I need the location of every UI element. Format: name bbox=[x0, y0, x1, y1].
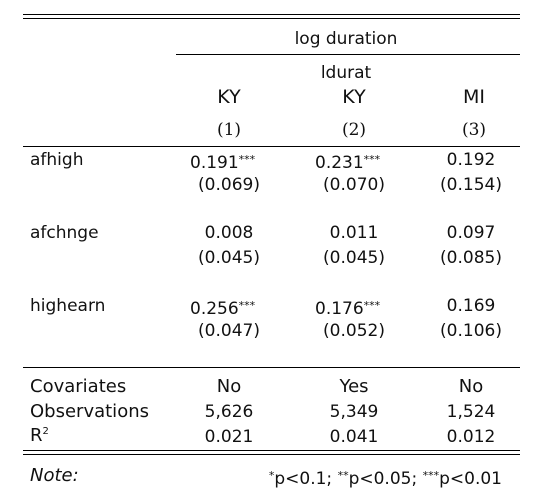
se-cell: (0.045) bbox=[323, 248, 385, 268]
coef-cell: 0.231*** bbox=[315, 153, 381, 173]
coef-cell: 0.011 bbox=[329, 223, 379, 243]
stat-cell: Yes bbox=[339, 376, 369, 397]
stat-cell: 0.041 bbox=[329, 427, 379, 447]
stat-label-observations: Observations bbox=[30, 401, 149, 422]
stat-cell: 5,626 bbox=[204, 402, 254, 422]
bottom-rule-1 bbox=[23, 450, 520, 451]
coef-cell: 0.008 bbox=[204, 223, 254, 243]
coef-cell: 0.097 bbox=[446, 223, 496, 243]
coef-cell: 0.176*** bbox=[315, 299, 381, 319]
column-state-1: KY bbox=[217, 86, 241, 108]
body-bottom-rule bbox=[23, 367, 520, 368]
significance-note: *p<0.1; **p<0.05; ***p<0.01 bbox=[268, 469, 502, 489]
variable-name: ldurat bbox=[320, 63, 372, 83]
dependent-variable-label: log duration bbox=[294, 29, 398, 49]
header-bottom-rule bbox=[23, 146, 520, 147]
se-cell: (0.047) bbox=[198, 321, 260, 341]
bottom-rule-2 bbox=[23, 454, 520, 455]
top-rule-2 bbox=[23, 18, 520, 19]
column-state-3: MI bbox=[463, 86, 485, 108]
stat-cell: 0.012 bbox=[446, 427, 496, 447]
stat-cell: 5,349 bbox=[329, 402, 379, 422]
column-number-1: (1) bbox=[216, 120, 242, 140]
coef-cell: 0.169 bbox=[446, 296, 496, 316]
se-cell: (0.045) bbox=[198, 248, 260, 268]
stat-cell: 1,524 bbox=[446, 402, 496, 422]
se-cell: (0.052) bbox=[323, 321, 385, 341]
note-label: Note: bbox=[30, 465, 79, 486]
header-underline bbox=[176, 54, 520, 55]
row-label-afhigh: afhigh bbox=[30, 150, 84, 170]
column-number-3: (3) bbox=[461, 120, 487, 140]
row-label-afchnge: afchnge bbox=[30, 223, 99, 243]
coef-cell: 0.192 bbox=[446, 150, 496, 170]
stat-cell: 0.021 bbox=[204, 427, 254, 447]
column-number-2: (2) bbox=[341, 120, 367, 140]
row-label-highearn: highearn bbox=[30, 296, 106, 316]
coef-cell: 0.256*** bbox=[190, 299, 256, 319]
se-cell: (0.069) bbox=[198, 175, 260, 195]
se-cell: (0.154) bbox=[440, 175, 502, 195]
coef-cell: 0.191*** bbox=[190, 153, 256, 173]
se-cell: (0.085) bbox=[440, 248, 502, 268]
stat-cell: No bbox=[216, 376, 242, 397]
column-state-2: KY bbox=[342, 86, 366, 108]
top-rule-1 bbox=[23, 14, 520, 15]
stat-label-covariates: Covariates bbox=[30, 376, 127, 397]
se-cell: (0.106) bbox=[440, 321, 502, 341]
se-cell: (0.070) bbox=[323, 175, 385, 195]
stat-label-r-squared: $R^2$ bbox=[30, 425, 49, 446]
stat-cell: No bbox=[458, 376, 484, 397]
